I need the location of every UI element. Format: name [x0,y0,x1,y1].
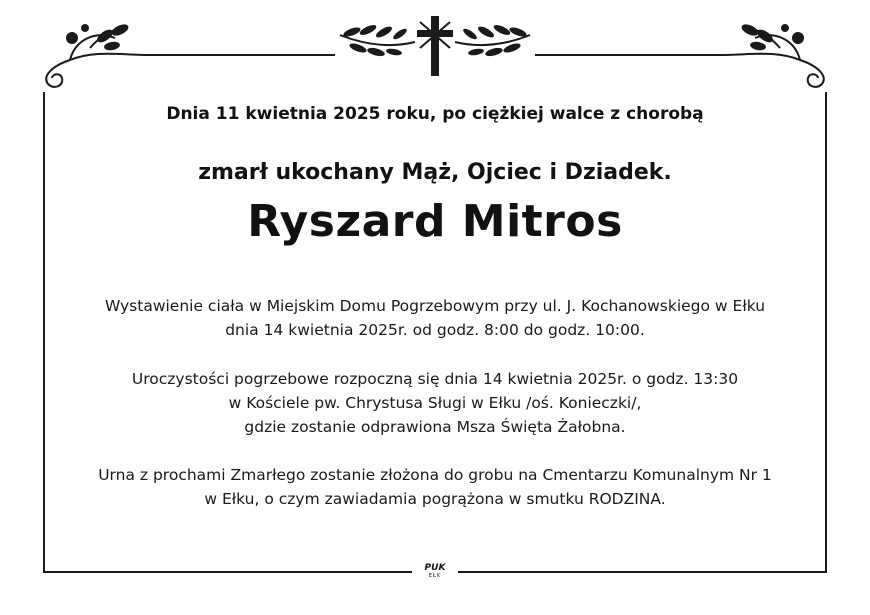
burial-line-1: Urna z prochami Zmarłego zostanie złożona do grobu na Cmentarzu Komunalnym Nr 1 [98,466,772,484]
deceased-name: Ryszard Mitros [247,196,623,247]
viewing-line-2: dnia 14 kwietnia 2025r. od godz. 8:00 do godz. 10:00. [225,321,645,339]
ceremony-line-1: Uroczystości pogrzebowe rozpoczną się dnia 14 kwietnia 2025r. o godz. 13:30 [131,370,739,388]
logo-subtext: EŁK [428,573,442,579]
intro-line: Dnia 11 kwietnia 2025 roku, po ciężkiej walce z chorobą [166,104,704,124]
frame-bottom-border-left [43,571,412,573]
viewing-line-1: Wystawienie ciała w Miejskim Domu Pogrzebowym przy ul. J. Kochanowskiego w Ełku [104,297,766,315]
leaf-branch-icon [455,23,530,58]
subtitle-line: zmarł ukochany Mąż, Ojciec i Dziadek. [198,160,672,185]
cross-icon [417,16,453,76]
corner-scroll-icon [720,23,824,86]
ceremony-line-3: gdzie zostanie odprawiona Msza Święta Żałobna. [244,418,626,436]
leaf-branch-icon [340,23,415,58]
ceremony-line-2: w Kościele pw. Chrystusa Sługi w Ełku /oś. Konieczki/, [228,394,642,412]
burial-line-2: w Ełku, o czym zawiadamia pogrążona w smutku RODZINA. [204,490,666,508]
frame-bottom-border-right [458,571,827,573]
logo-text: PUK [424,563,446,573]
corner-scroll-icon [46,23,150,86]
top-ornament [0,0,870,100]
puk-logo [416,563,454,579]
